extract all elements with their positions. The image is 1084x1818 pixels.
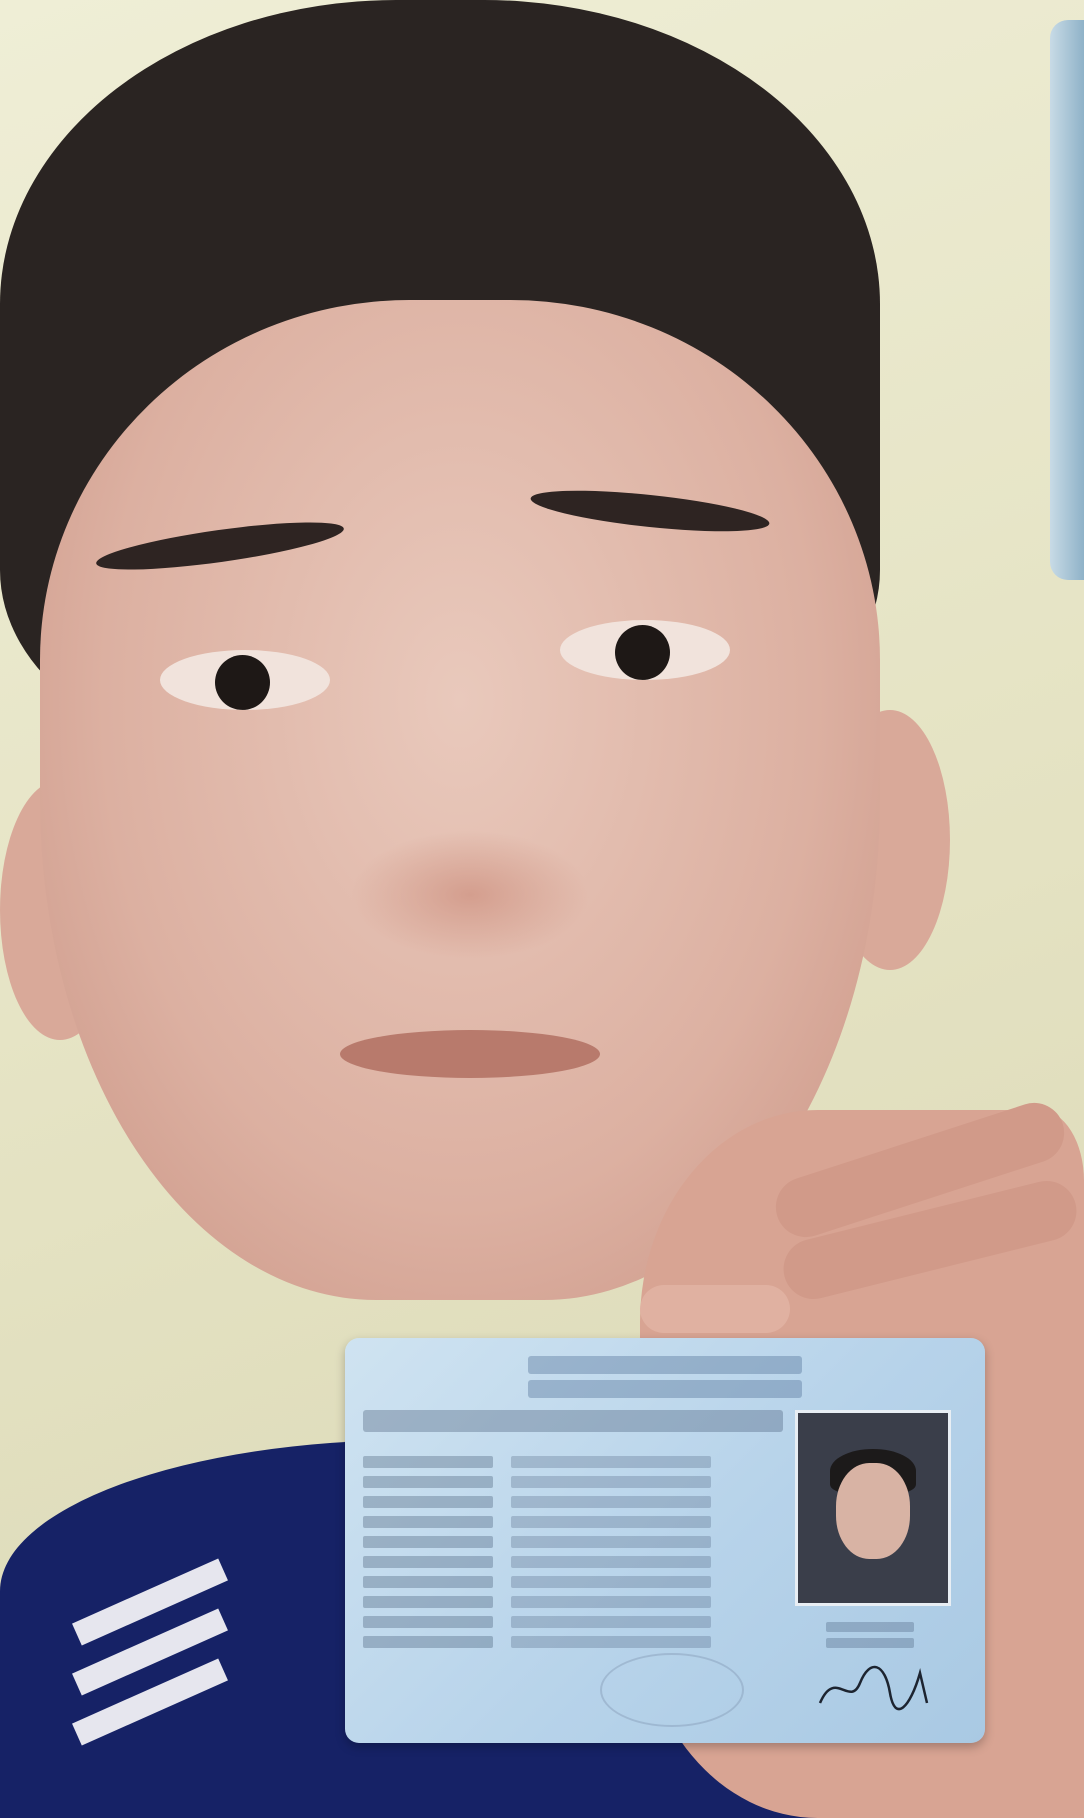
id-card-number-redacted bbox=[363, 1410, 783, 1444]
id-card-photo bbox=[795, 1410, 951, 1606]
id-card-field-redacted bbox=[363, 1616, 783, 1628]
background-blue-object bbox=[1050, 20, 1084, 580]
id-card-field-redacted bbox=[363, 1496, 783, 1508]
thumb bbox=[640, 1285, 790, 1333]
left-eye bbox=[160, 650, 330, 710]
id-card-field-redacted bbox=[363, 1456, 783, 1468]
id-card-field-redacted bbox=[363, 1596, 783, 1608]
signature-icon bbox=[815, 1648, 945, 1718]
id-card-field-redacted bbox=[363, 1476, 783, 1488]
right-pupil bbox=[615, 625, 670, 680]
id-card-field-redacted bbox=[363, 1576, 783, 1588]
id-card-field-redacted bbox=[363, 1636, 783, 1648]
id-card-fields-redacted bbox=[363, 1456, 783, 1656]
id-card-field-redacted bbox=[363, 1536, 783, 1548]
right-eye bbox=[560, 620, 730, 680]
left-pupil bbox=[215, 655, 270, 710]
id-card-photo-face bbox=[836, 1463, 910, 1559]
mouth bbox=[340, 1030, 600, 1078]
nose bbox=[350, 830, 590, 960]
id-card-field-redacted bbox=[363, 1516, 783, 1528]
id-card-seal bbox=[600, 1653, 744, 1727]
id-card-header-redacted bbox=[475, 1350, 855, 1410]
id-card-field-redacted bbox=[363, 1556, 783, 1568]
id-card bbox=[345, 1338, 985, 1743]
